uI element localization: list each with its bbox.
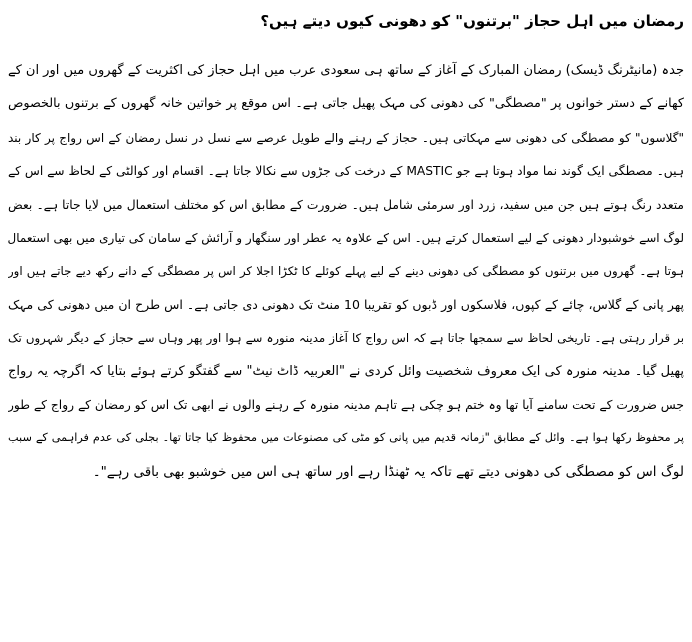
article-line: پر محفوظ رکھا ہوا ہے۔ وائل کے مطابق "زمانہ قدیم میں پانی کو مٹی کی مصنوعات میں محفوظ کیا جاتا تھا۔ بجلی کی عدم فراہمی کے سبب	[8, 431, 684, 445]
article-line: ہیں۔ مصطگی ایک گوند نما مواد ہوتا ہے جو MASTIC کے درخت کی جڑوں سے نکالا جاتا ہے۔ اقسام اور کوالٹی کے لحاظ سے اس کے	[8, 164, 684, 179]
article-line: جدہ (مانیٹرنگ ڈیسک) رمضان المبارک کے آغاز کے ساتھ ہی سعودی عرب میں اہل حجاز کی اکثریت کے گھروں میں اور ان کے	[8, 63, 684, 78]
article-line: متعدد رنگ ہوتے ہیں جن میں سفید، زرد اور سرمئی شامل ہیں۔ ضرورت کے مطابق اس کو مختلف استعمال میں لایا جاتا ہے۔ بعض	[8, 197, 684, 212]
article-body	[8, 56, 684, 490]
article-line: بر قرار رہتی ہے۔ تاریخی لحاظ سے سمجھا جاتا ہے کہ اس رواج کا آغاز مدینہ منورہ سے ہوا اور پھر وہاں سے حجاز کے دیگر شہروں تک	[8, 331, 684, 346]
article-line: پھیل گیا۔ مدینہ منورہ کی ایک معروف شخصیت وائل کردی نے "العربیہ ڈاٹ نیٹ" سے گفتگو کرتے ہوئے بتایا کہ اگرچہ یہ رواج	[8, 363, 684, 379]
article-line: لوگ اس کو مصطگی کی دھونی دیتے تھے تاکہ یہ ٹھنڈا رہے اور ساتھ ہی اس میں خوشبو بھی باقی رہے"۔	[92, 463, 684, 480]
article-line: کھانے کے دستر خوانوں پر "مصطگی" کی دھونی کی مہک پھیل جاتی ہے۔ اس موقع پر خواتین خانہ گھروں کے برتنوں بالخصوص	[8, 96, 684, 112]
article-line: ہوتا ہے۔ گھروں میں برتنوں کو مصطگی کی دھونی دینے کے لیے پہلے کوئلے کا ٹکڑا اجلا کر اس پر مصطگی کے دانے رکھ دیے جاتے ہیں اور	[8, 264, 684, 279]
article-line: جس ضرورت کے تحت سامنے آیا تھا وہ ختم ہو چکی ہے تاہم مدینہ منورہ کے رہنے والوں نے ابھی تک اس کو رمضان کے رواج کے طور	[8, 397, 684, 412]
article-line: لوگ اسے خوشبودار دھونی کے لیے استعمال کرتے ہیں۔ اس کے علاوہ یہ عطر اور سنگھار و آرائش کے سامان کی تیاری میں بھی استعمال	[8, 230, 684, 245]
article-line: پھر پانی کے گلاس، چائے کے کپوں، فلاسکوں اور ڈبوں کو تقریبا 10 منٹ تک دھونی دی جاتی ہے۔ اس طرح ان میں دھونی کی مہک	[8, 296, 684, 312]
article-line: "گلاسوں" کو مصطگی کی دھونی سے مہکاتی ہیں۔ حجاز کے رہنے والے طویل عرصے سے نسل در نسل رمضان کے اس رواج پر کار بند	[8, 130, 684, 145]
article-headline: رمضان میں اہل حجاز "برتنوں" کو دھونی کیوں دیتے ہیں؟	[260, 12, 684, 30]
